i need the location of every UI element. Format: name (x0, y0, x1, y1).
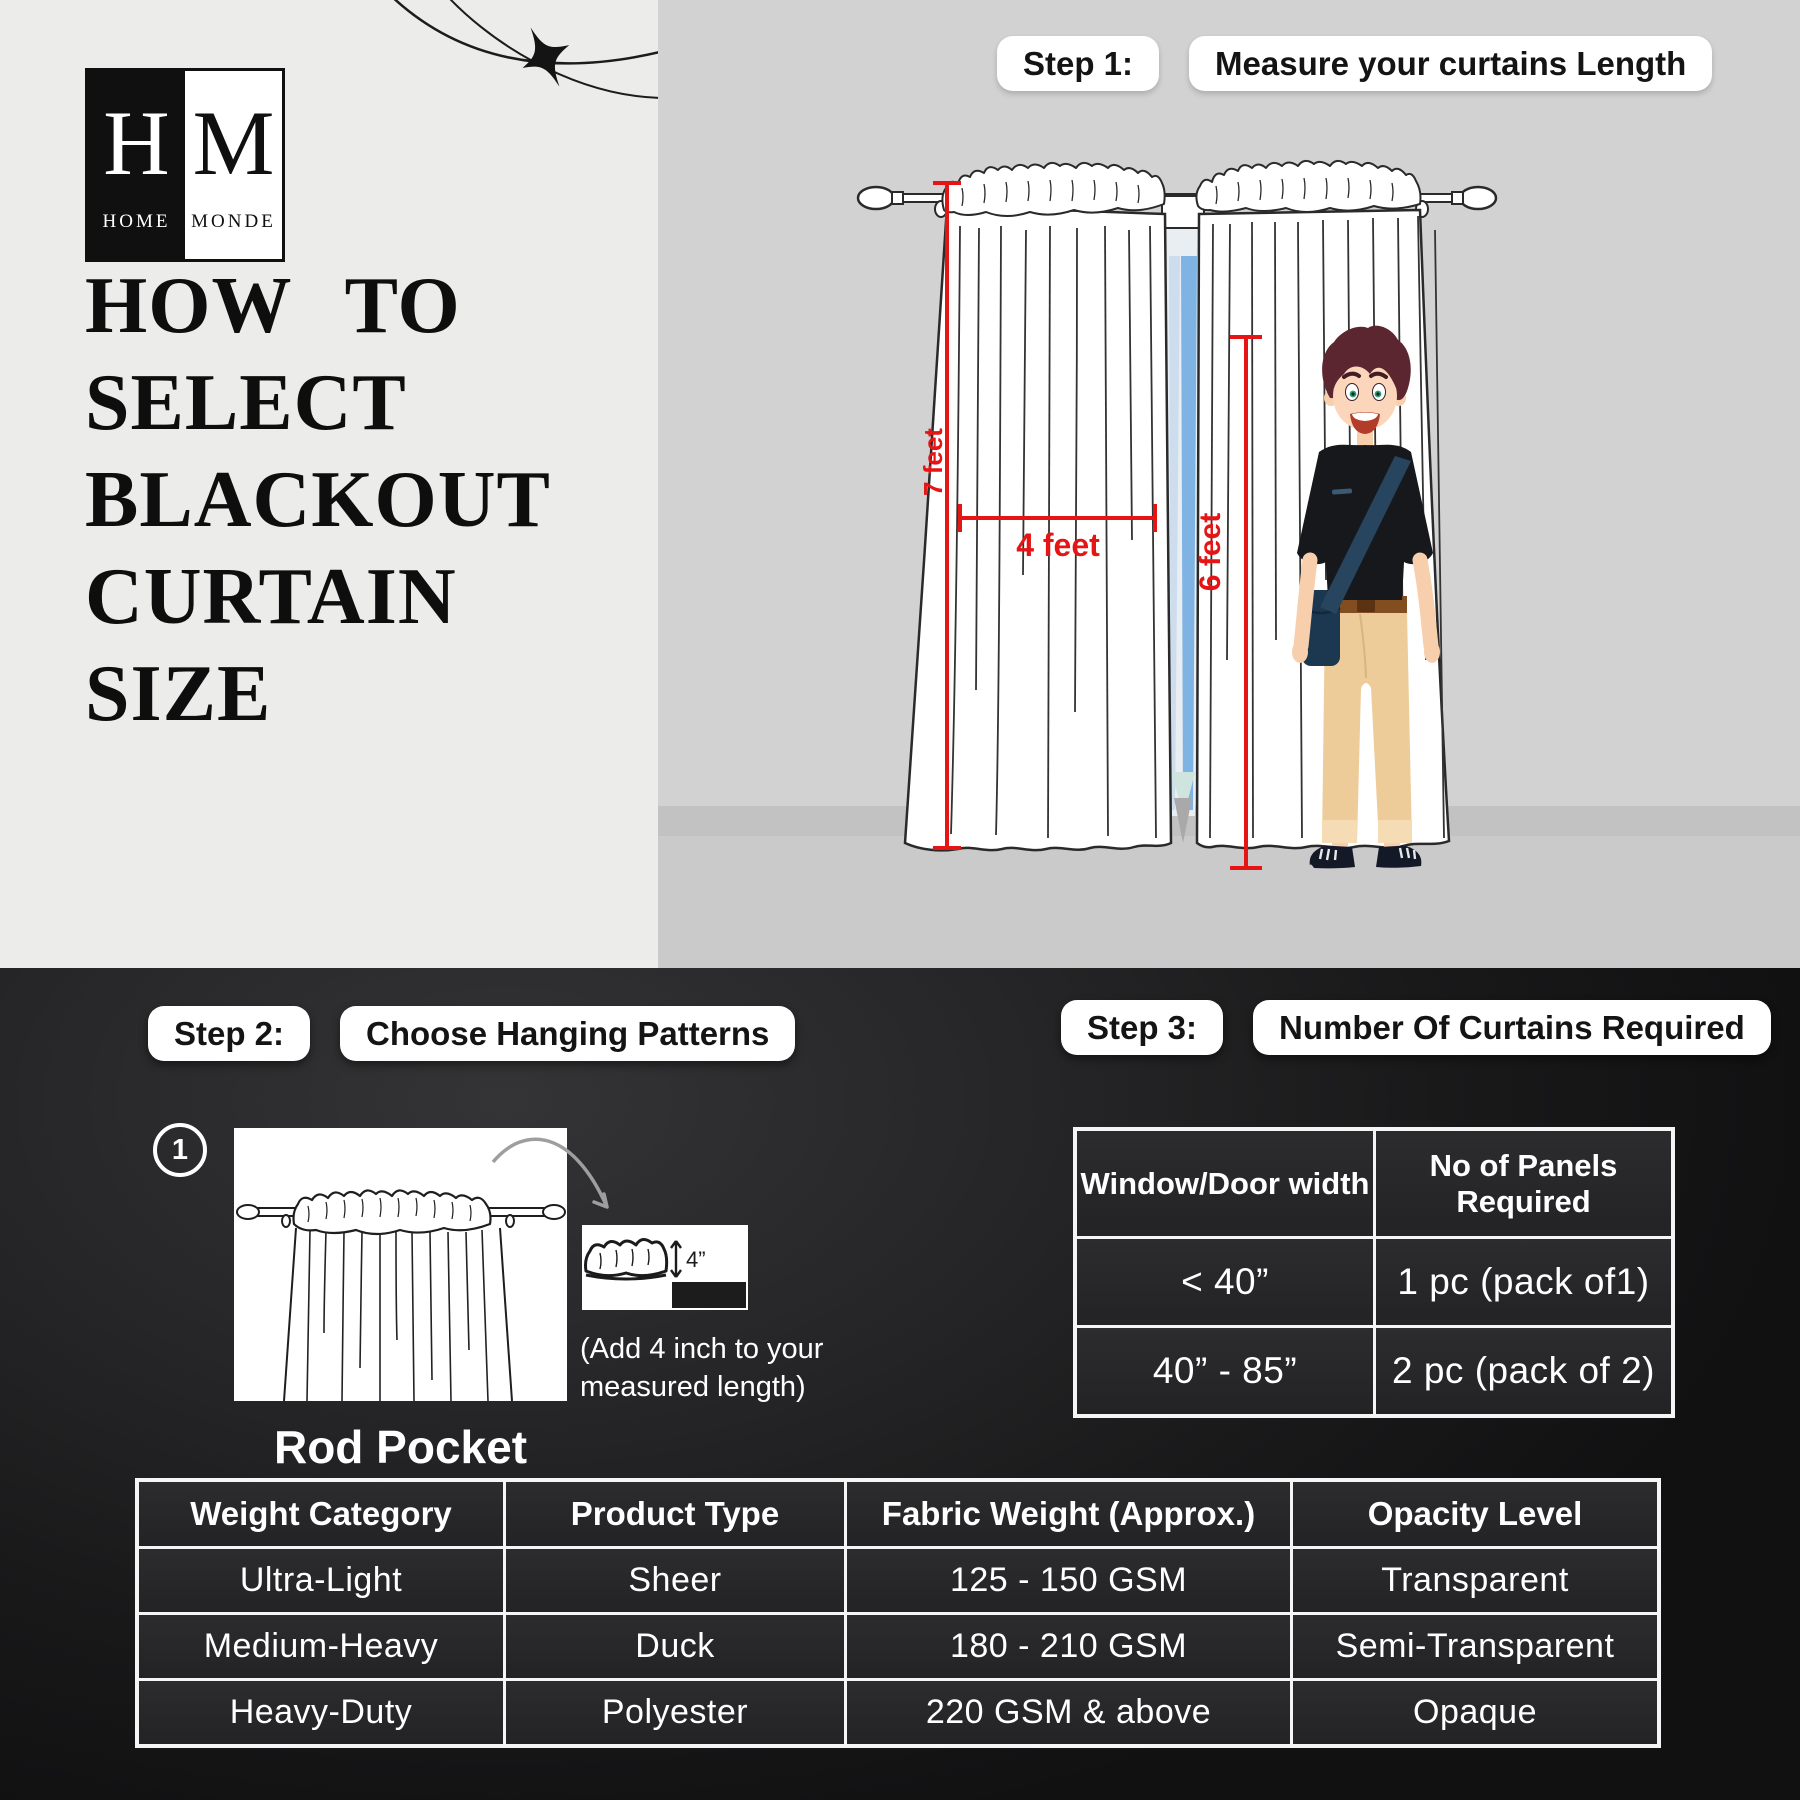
person-height-label: 6 feet (1194, 512, 1227, 592)
page-title (85, 258, 551, 743)
pattern-number-badge (153, 1123, 207, 1177)
pattern-number: 1 (171, 1133, 189, 1166)
step2-badge: Step 2: (148, 1006, 310, 1061)
logo-monde-half (185, 71, 282, 259)
fabric-table-header: Product Type (506, 1482, 844, 1546)
fabric-table-cell: Semi-Transparent (1293, 1615, 1657, 1678)
curtain-measuring-illustration (658, 0, 1800, 968)
add-inch-note (580, 1330, 910, 1406)
step1-panel (658, 0, 1800, 968)
fabric-table-cell: Transparent (1293, 1549, 1657, 1612)
fabric-table-cell: Sheer (506, 1549, 844, 1612)
arrow-to-inset-icon (455, 1112, 645, 1242)
step3-header (1061, 1000, 1771, 1055)
fabric-table-cell: 180 - 210 GSM (847, 1615, 1290, 1678)
panels-table-header-panels: No of Panels Required (1376, 1131, 1671, 1236)
pocket-detail-inset (582, 1225, 748, 1310)
fabric-table-header: Opacity Level (1293, 1482, 1657, 1546)
step2-title-pill: Choose Hanging Patterns (340, 1006, 795, 1061)
add-inch-note-line2: measured length) (580, 1371, 806, 1403)
sparkle-icon (508, 16, 584, 98)
logo-word-home: HOME (102, 211, 171, 232)
panels-table-cell: 2 pc (pack of 2) (1376, 1328, 1671, 1414)
title-line: CURTAIN (85, 553, 457, 641)
step1-header (997, 36, 1712, 91)
inset-measure-label: 4” (686, 1247, 706, 1272)
step3-badge: Step 3: (1061, 1000, 1223, 1055)
fabric-table-header: Fabric Weight (Approx.) (847, 1482, 1290, 1546)
logo-word-monde: MONDE (191, 211, 276, 232)
step3-title-pill: Number Of Curtains Required (1253, 1000, 1771, 1055)
fabric-table-cell: Medium-Heavy (139, 1615, 503, 1678)
logo-letter-m: M (192, 92, 275, 194)
step1-title-pill: Measure your curtains Length (1189, 36, 1712, 91)
logo-letter-h: H (103, 92, 170, 194)
curtain-width-label: 4 feet (1016, 527, 1100, 563)
panels-table-cell: 40” - 85” (1077, 1328, 1373, 1414)
fabric-table-cell: 125 - 150 GSM (847, 1549, 1290, 1612)
fabric-table-cell: Ultra-Light (139, 1549, 503, 1612)
fabric-table-cell: Opaque (1293, 1681, 1657, 1744)
title-line: SIZE (85, 650, 272, 738)
fabric-table-header: Weight Category (139, 1482, 503, 1546)
step1-badge: Step 1: (997, 36, 1159, 91)
title-line: SELECT (85, 359, 407, 447)
panels-table-cell: 1 pc (pack of1) (1376, 1239, 1671, 1325)
brand-logo (85, 68, 285, 262)
fabric-table-cell: Duck (506, 1615, 844, 1678)
step2-header (148, 1006, 795, 1061)
left-curtain (905, 163, 1171, 850)
logo-home-half (88, 71, 185, 259)
left-panel (0, 0, 658, 968)
panels-table (1073, 1127, 1675, 1418)
title-line: HOW TO (85, 262, 461, 350)
fabric-table-cell: Heavy-Duty (139, 1681, 503, 1744)
panels-table-cell: < 40” (1077, 1239, 1373, 1325)
add-inch-note-line1: (Add 4 inch to your (580, 1333, 824, 1365)
fabric-table (135, 1478, 1661, 1748)
fabric-table-cell: 220 GSM & above (847, 1681, 1290, 1744)
curtain-height-label: 7 feet (918, 428, 948, 496)
title-line: BLACKOUT (85, 456, 551, 544)
swirl-decoration (300, 0, 660, 130)
rod-pocket-label: Rod Pocket (273, 1421, 528, 1473)
fabric-table-cell: Polyester (506, 1681, 844, 1744)
panels-table-header-width: Window/Door width (1077, 1131, 1373, 1236)
